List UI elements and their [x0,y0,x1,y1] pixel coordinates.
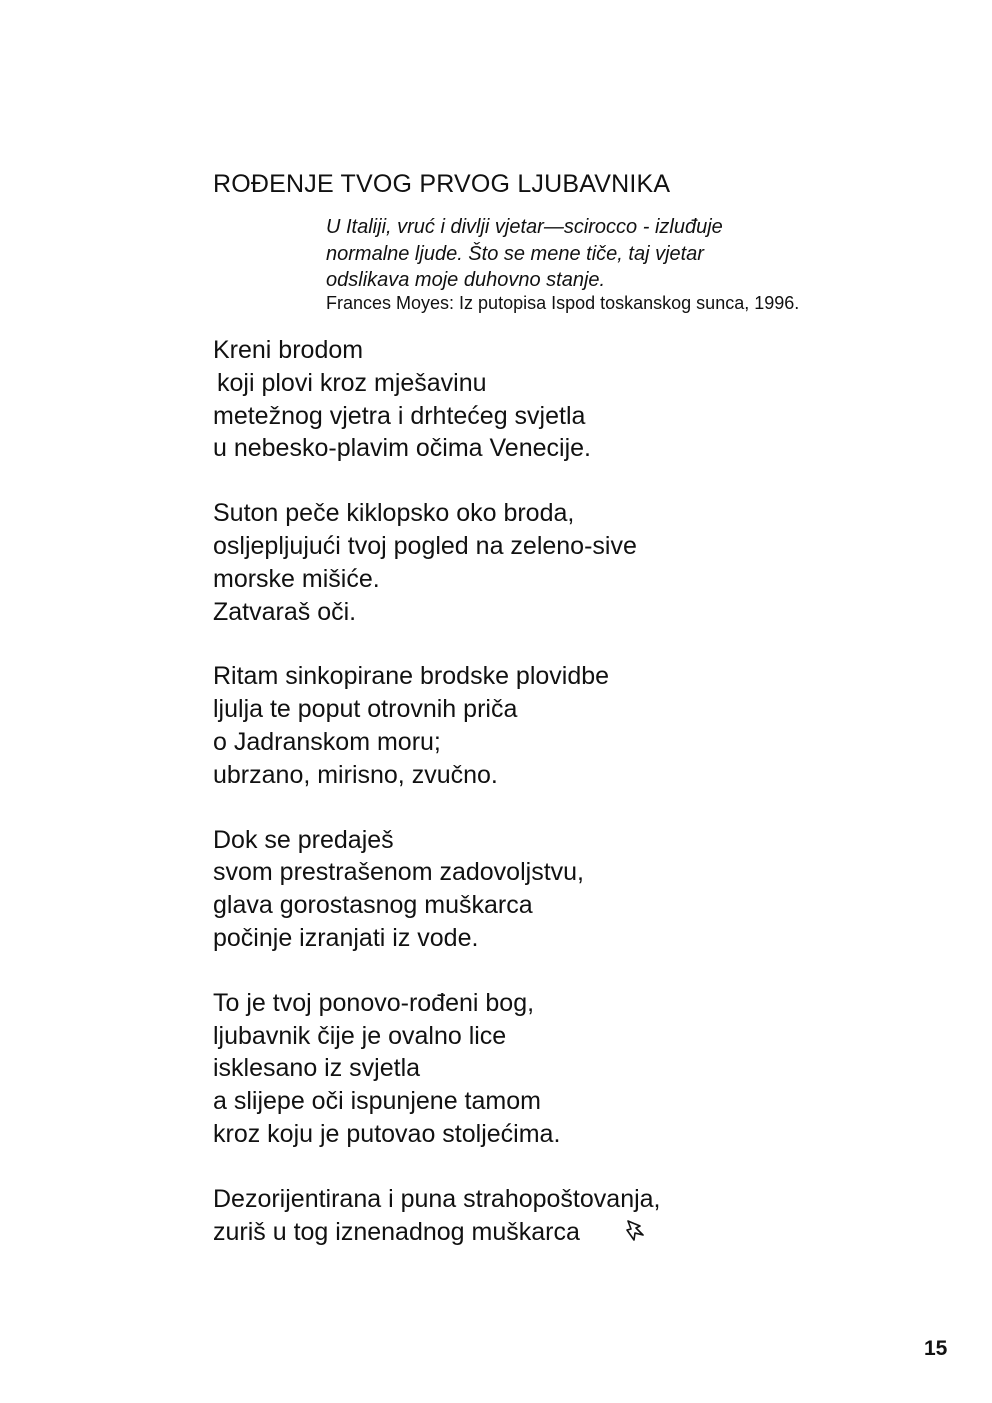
epigraph [326,214,723,294]
verse-line: Dok se predaješ [213,825,394,854]
verse-line [213,1216,661,1253]
stanza [213,497,661,628]
verse-line: u nebesko-plavim očima Venecije. [213,434,591,463]
verse-line: glava gorostasnog muškarca [213,891,533,920]
epigraph-line: normalne ljude. Što se mene tiče, taj vjetar [326,242,704,265]
stanza [213,334,661,465]
page-turn-arrow-icon [622,1218,648,1253]
verse-text: zuriš u tog iznenadnog muškarca [213,1217,580,1246]
verse-line: ljulja te poput otrovnih priča [213,695,518,724]
epigraph-source: Frances Moyes: Iz putopisa Ispod toskanskog sunca, 1996. [326,293,800,313]
epigraph-line: U Italiji, vruć i divlji vjetar—scirocco - izluđuje [326,216,723,238]
epigraph-line: odslikava moje duhovno stanje. [326,269,606,291]
verse-line: ljubavnik čije je ovalno lice [213,1021,507,1050]
verse-line: Dezorijentirana i puna strahopoštovanja, [213,1184,661,1213]
stanza [213,660,661,791]
stanza [213,987,661,1151]
verse-line: metežnog vjetra i drhtećeg svjetla [213,401,586,430]
page-number: 15 [924,1337,948,1360]
verse-line: ubrzano, mirisno, zvučno. [213,760,498,789]
verse-line: kroz koju je putovao stoljećima. [213,1119,561,1148]
verse-line: osljepljujući tvoj pogled na zeleno-sive [213,531,637,560]
verse-line: svom prestrašenom zadovoljstvu, [213,858,584,887]
verse-line: To je tvoj ponovo-rođeni bog, [213,988,535,1017]
verse-line: Zatvaraš oči. [213,597,357,626]
verse-line: a slijepe oči ispunjene tamom [213,1087,541,1116]
verse-line: koji plovi kroz mješavinu [217,368,487,397]
poem-body [213,334,661,1284]
verse-line: o Jadranskom moru; [213,727,441,756]
verse-line: Kreni brodom [213,336,364,364]
verse-line: morske mišiće. [213,564,380,593]
stanza [213,824,661,955]
verse-line: Ritam sinkopirane brodske plovidbe [213,662,610,691]
verse-line: isklesano iz svjetla [213,1054,421,1083]
poem-title: ROĐENJE TVOG PRVOG LJUBAVNIKA [213,170,671,198]
verse-line: Suton peče kiklopsko oko broda, [213,499,575,528]
verse-line: počinje izranjati iz vode. [213,923,479,952]
stanza [213,1183,661,1253]
